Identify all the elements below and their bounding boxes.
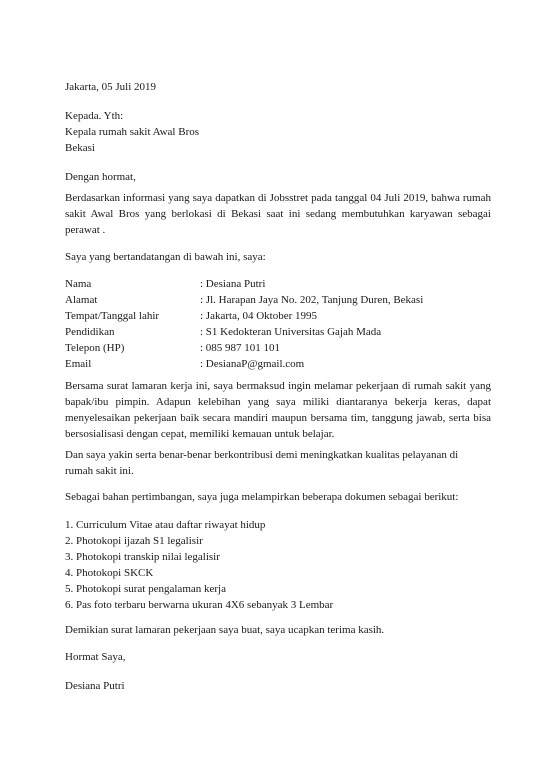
recipient-title: Kepala rumah sakit Awal Bros — [65, 126, 200, 138]
recipient-salutation: Kepada. Yth: — [65, 110, 124, 122]
identity-label: Telepon (HP) — [65, 342, 125, 354]
identity-label: Email — [65, 358, 92, 370]
recipient-city: Bekasi — [65, 142, 95, 154]
body-paragraph-2: Dan saya yakin serta benar-benar berkontribusi demi meningkatkan kualitas pelayanan di rumah sakit ini. — [65, 449, 459, 477]
attachments-intro: Sebagai bahan pertimbangan, saya juga melampirkan beberapa dokumen sebagai berikut: — [65, 491, 459, 503]
identity-value: : DesianaP@gmail.com — [200, 358, 305, 370]
attachment-item: 4. Photokopi SKCK — [65, 567, 154, 579]
attachment-item: 5. Photokopi surat pengalaman kerja — [65, 583, 226, 595]
attachment-item: 6. Pas foto terbaru berwarna ukuran 4X6 sebanyak 3 Lembar — [65, 599, 334, 611]
identity-label: Pendidikan — [65, 326, 115, 338]
identity-value: : S1 Kedokteran Universitas Gajah Mada — [200, 326, 382, 338]
sign-off: Hormat Saya, — [65, 651, 126, 663]
attachment-item: 3. Photokopi transkip nilai legalisir — [65, 551, 220, 563]
identity-label: Tempat/Tanggal lahir — [65, 310, 160, 322]
attachment-item: 1. Curriculum Vitae atau daftar riwayat hidup — [65, 519, 266, 531]
body-paragraph-1: Bersama surat lamaran kerja ini, saya bermaksud ingin melamar pekerjaan di rumah sakit yang bapak/ibu pimpin. Adapun kelebihan yang saya miliki diantaranya bekerja keras, dapat menyelesaikan pekerjaan baik secara mandiri maupun bersama tim, tanggung jawab, serta bisa bersosialisasi dengan cepat, memiliki kemauan untuk belajar. — [65, 380, 491, 440]
greeting: Dengan hormat, — [65, 171, 136, 183]
identity-label: Nama — [65, 278, 92, 290]
date-line: Jakarta, 05 Juli 2019 — [65, 81, 157, 93]
attachment-item: 2. Photokopi ijazah S1 legalisir — [65, 535, 203, 547]
intro-paragraph: Berdasarkan informasi yang saya dapatkan di Jobsstret pada tanggal 04 Juli 2019, bahwa rumah sakit Awal Bros yang berlokasi di Bekasi saat ini sedang membutuhkan karyawan sebagai perawat . — [65, 192, 491, 236]
identity-value: : Jl. Harapan Jaya No. 202, Tanjung Duren, Bekasi — [200, 294, 424, 306]
identity-value: : 085 987 101 101 — [200, 342, 281, 354]
undersigned-intro: Saya yang bertandatangan di bawah ini, saya: — [65, 251, 266, 263]
closing-line: Demikian surat lamaran pekerjaan saya buat, saya ucapkan terima kasih. — [65, 624, 385, 636]
identity-label: Alamat — [65, 294, 98, 306]
identity-value: : Desiana Putri — [200, 278, 266, 290]
signatory-name: Desiana Putri — [65, 680, 125, 692]
identity-value: : Jakarta, 04 Oktober 1995 — [200, 310, 317, 322]
